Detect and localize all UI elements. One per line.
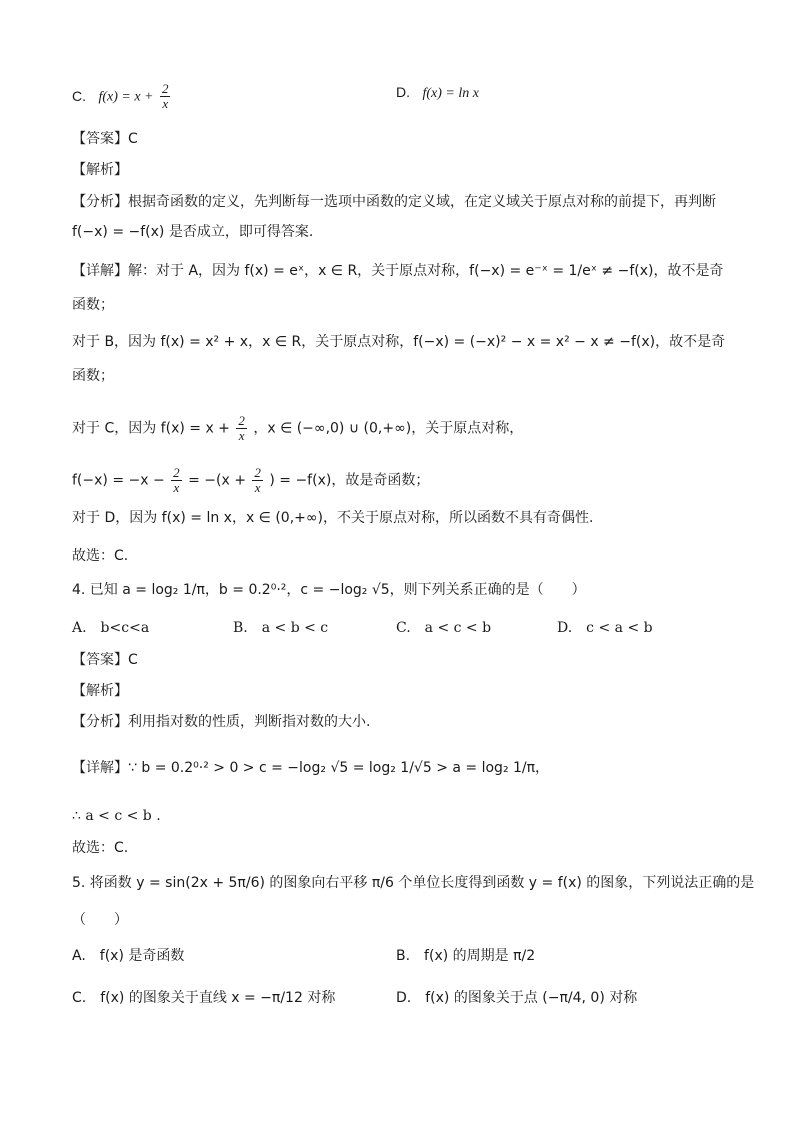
q3-option-c [72,82,172,111]
q3-analysis-line-2: f(−x) = −f(x) 是否成立，即可得答案. [72,224,314,240]
q4-analysis: 【分析】利用指对数的性质，判断指对数的大小. [72,714,371,730]
q5-option-a: A. f(x) 是奇函数 [72,948,185,964]
q4-answer: 【答案】C [72,652,138,668]
q4-option-c: C. a < c < b [396,620,492,636]
fraction-numerator: 2 [173,465,180,480]
q4-option-a: A. b<c<a [72,620,150,636]
q5-option-d: D. f(x) 的图象关于点 (−π/4, 0) 对称 [396,990,638,1006]
q3-detail-a-line-1: 【详解】解：对于 A，因为 f(x) = eˣ，x ∈ R，关于原点对称，f(−x) = e⁻ˣ = 1/eˣ ≠ −f(x)，故不是奇 [72,263,724,279]
option-label: C. [72,87,86,104]
q3-analysis-line-1: 【分析】根据奇函数的定义，先判断每一选项中函数的定义域，在定义域关于原点对称的前提下，再判断 [72,194,716,210]
option-label: D. [396,84,410,100]
q5-option-b: B. f(x) 的周期是 π/2 [396,948,536,964]
q3-detail-d: 对于 D，因为 f(x) = ln x，x ∈ (0,+∞)，不关于原点对称，所以函数不具有奇偶性. [72,510,594,526]
q5-option-c: C. f(x) 的图象关于直线 x = −π/12 对称 [72,990,336,1006]
q4-detail: 【详解】∵ b = 0.2⁰·² > 0 > c = −log₂ √5 = log₂ 1/√5 > a = log₂ 1/π， [72,760,550,776]
q4-option-d: D. c < a < b [557,620,653,636]
fraction-denominator: x [254,480,261,495]
q4-stem: 4. 已知 a = log₂ 1/π，b = 0.2⁰·²，c = −log₂ √5，则下列关系正确的是（ ） [72,582,586,598]
fraction-numerator: 2 [238,413,245,428]
text-segment: f(−x) = −x − [72,472,165,489]
q3-detail-c-line-1 [72,414,523,443]
q4-analysis-heading: 【解析】 [72,683,128,699]
q4-option-b: B. a < b < c [233,620,329,636]
q3-detail-c-line-2 [72,466,429,495]
option-expression: f(x) = ln x [422,86,479,101]
option-expression: f(x) = x + [98,89,154,105]
q4-therefore: ∴ a < c < b . [72,808,161,824]
fraction [252,466,263,495]
fraction-numerator: 2 [254,465,261,480]
q3-option-d [396,82,479,104]
q3-detail-a-line-2: 函数； [72,297,114,313]
fraction-numerator: 2 [161,81,169,96]
text-segment: = −(x + [188,472,246,489]
q3-detail-b-line-1: 对于 B，因为 f(x) = x² + x，x ∈ R，关于原点对称，f(−x) = (−x)² − x = x² − x ≠ −f(x)，故不是奇 [72,334,726,350]
q5-stem: 5. 将函数 y = sin(2x + 5π/6) 的图象向右平移 π/6 个单位长度得到函数 y = f(x) 的图象，下列说法正确的是 [72,875,755,891]
q3-analysis-heading: 【解析】 [72,162,128,178]
q4-choose: 故选：C. [72,840,129,856]
fraction [160,82,171,111]
text-segment: 对于 C，因为 f(x) = x + [72,420,230,437]
q5-paren: （ ） [72,912,128,928]
fraction [171,466,182,495]
q3-answer: 【答案】C [72,131,138,147]
q3-choose: 故选：C. [72,548,129,564]
fraction-denominator: x [173,480,180,495]
fraction [236,414,247,443]
fraction-denominator: x [162,96,169,111]
text-segment: ) = −f(x)，故是奇函数； [269,472,430,489]
text-segment: ，x ∈ (−∞,0) ∪ (0,+∞)，关于原点对称， [253,420,524,437]
q3-detail-b-line-2: 函数； [72,368,114,384]
fraction-denominator: x [238,428,245,443]
